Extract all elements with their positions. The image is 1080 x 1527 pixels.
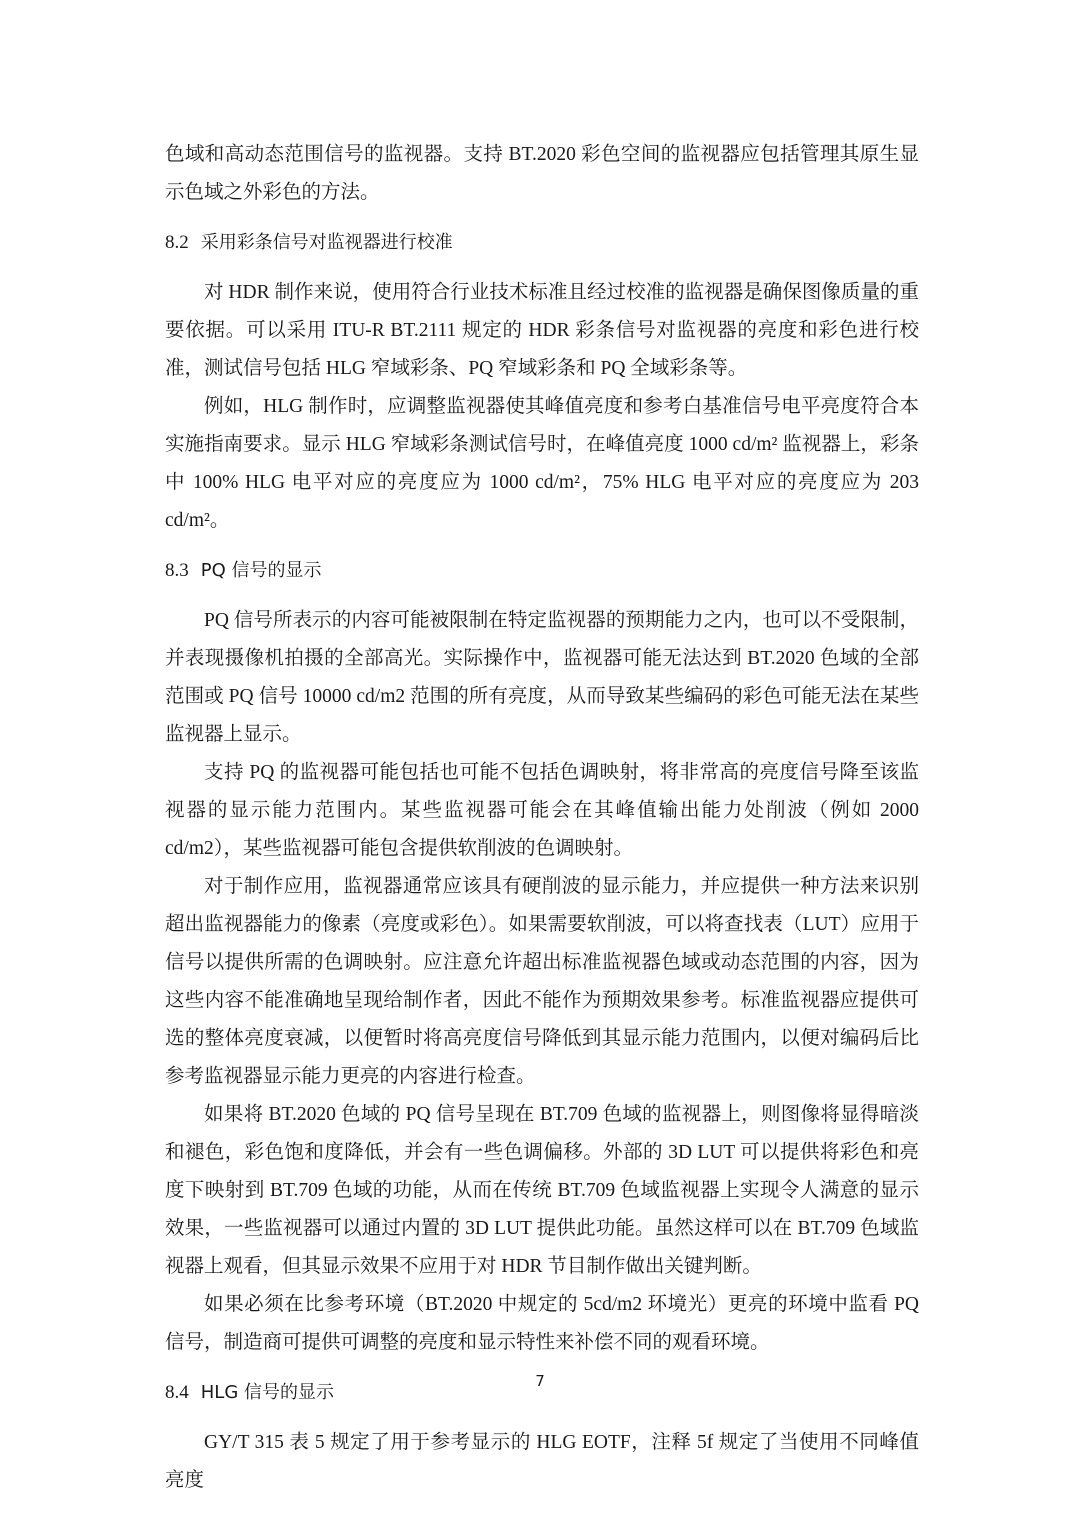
paragraph: 对于制作应用，监视器通常应该具有硬削波的显示能力，并应提供一种方法来识别超出监视器能力的像素（亮度或彩色）。如果需要软削波，可以将查找表（LUT）应用于信号以提供所需的色调映射。应注意允许超出标准监视器色域或动态范围的内容，因为这些内容不能准确地呈现给制作者，因此不能作为预期效果参考。标准监视器应提供可选的整体亮度衰减，以便暂时将高亮度信号降低到其显示能力范围内，以便对编码后比参考监视器显示能力更亮的内容进行检查。 bbox=[165, 876, 919, 1087]
paragraph: PQ 信号所表示的内容可能被限制在特定监视器的预期能力之内，也可以不受限制，并表现摄像机拍摄的全部高光。实际操作中，监视器可能无法达到 BT.2020 色域的全部范围或 PQ 信号 10000 cd/m2 范围的所有亮度，从而导致某些编码的彩色可能无法在某些监视器上显示。 bbox=[165, 610, 919, 745]
paragraph: 对 HDR 制作来说，使用符合行业技术标准且经过校准的监视器是确保图像质量的重要依据。可以采用 ITU-R BT.2111 规定的 HDR 彩条信号对监视器的亮度和彩色进行校准，测试信号包括 HLG 窄域彩条、PQ 窄域彩条和 PQ 全域彩条等。 bbox=[165, 282, 919, 379]
page-number: 7 bbox=[535, 1372, 545, 1390]
section-title: 采用彩条信号对监视器进行校准 bbox=[200, 232, 453, 253]
paragraph: 例如，HLG 制作时，应调整监视器使其峰值亮度和参考白基准信号电平亮度符合本实施指南要求。显示 HLG 窄域彩条测试信号时，在峰值亮度 1000 cd/m² 监视器上，彩条中 100% HLG 电平对应的亮度应为 1000 cd/m²，75% HLG 电平对应的亮度应为 203 cd/m²。 bbox=[165, 396, 919, 531]
document-page bbox=[165, 136, 919, 1500]
paragraph-continued: 色域和高动态范围信号的监视器。支持 BT.2020 彩色空间的监视器应包括管理其原生显示色域之外彩色的方法。 bbox=[165, 144, 919, 203]
paragraph: 如果必须在比参考环境（BT.2020 中规定的 5cd/m2 环境光）更亮的环境中监看 PQ 信号，制造商可提供可调整的亮度和显示特性来补偿不同的观看环境。 bbox=[165, 1294, 919, 1353]
section-number: 8.3 bbox=[165, 560, 189, 581]
paragraph: GY/T 315 表 5 规定了用于参考显示的 HLG EOTF，注释 5f 规定了当使用不同峰值亮度 bbox=[165, 1432, 919, 1491]
paragraph: 如果将 BT.2020 色域的 PQ 信号呈现在 BT.709 色域的监视器上，则图像将显得暗淡和褪色，彩色饱和度降低，并会有一些色调偏移。外部的 3D LUT 可以提供将彩色和亮度下映射到 BT.709 色域的功能，从而在传统 BT.709 色域监视器上实现令人满意的显示效果，一些监视器可以通过内置的 3D LUT 提供此功能。虽然这样可以在 BT.709 色域监视器上观看，但其显示效果不应用于对 HDR 节目制作做出关键判断。 bbox=[165, 1104, 919, 1277]
section-heading-8-2 bbox=[165, 224, 919, 262]
section-title: PQ 信号的显示 bbox=[200, 560, 322, 581]
section-number: 8.2 bbox=[165, 232, 189, 253]
section-title: HLG 信号的显示 bbox=[200, 1382, 334, 1403]
section-number: 8.4 bbox=[165, 1382, 189, 1403]
section-heading-8-3 bbox=[165, 552, 919, 590]
paragraph: 支持 PQ 的监视器可能包括也可能不包括色调映射，将非常高的亮度信号降至该监视器的显示能力范围内。某些监视器可能会在其峰值输出能力处削波（例如 2000 cd/m2），某些监视器可能包含提供软削波的色调映射。 bbox=[165, 762, 919, 859]
